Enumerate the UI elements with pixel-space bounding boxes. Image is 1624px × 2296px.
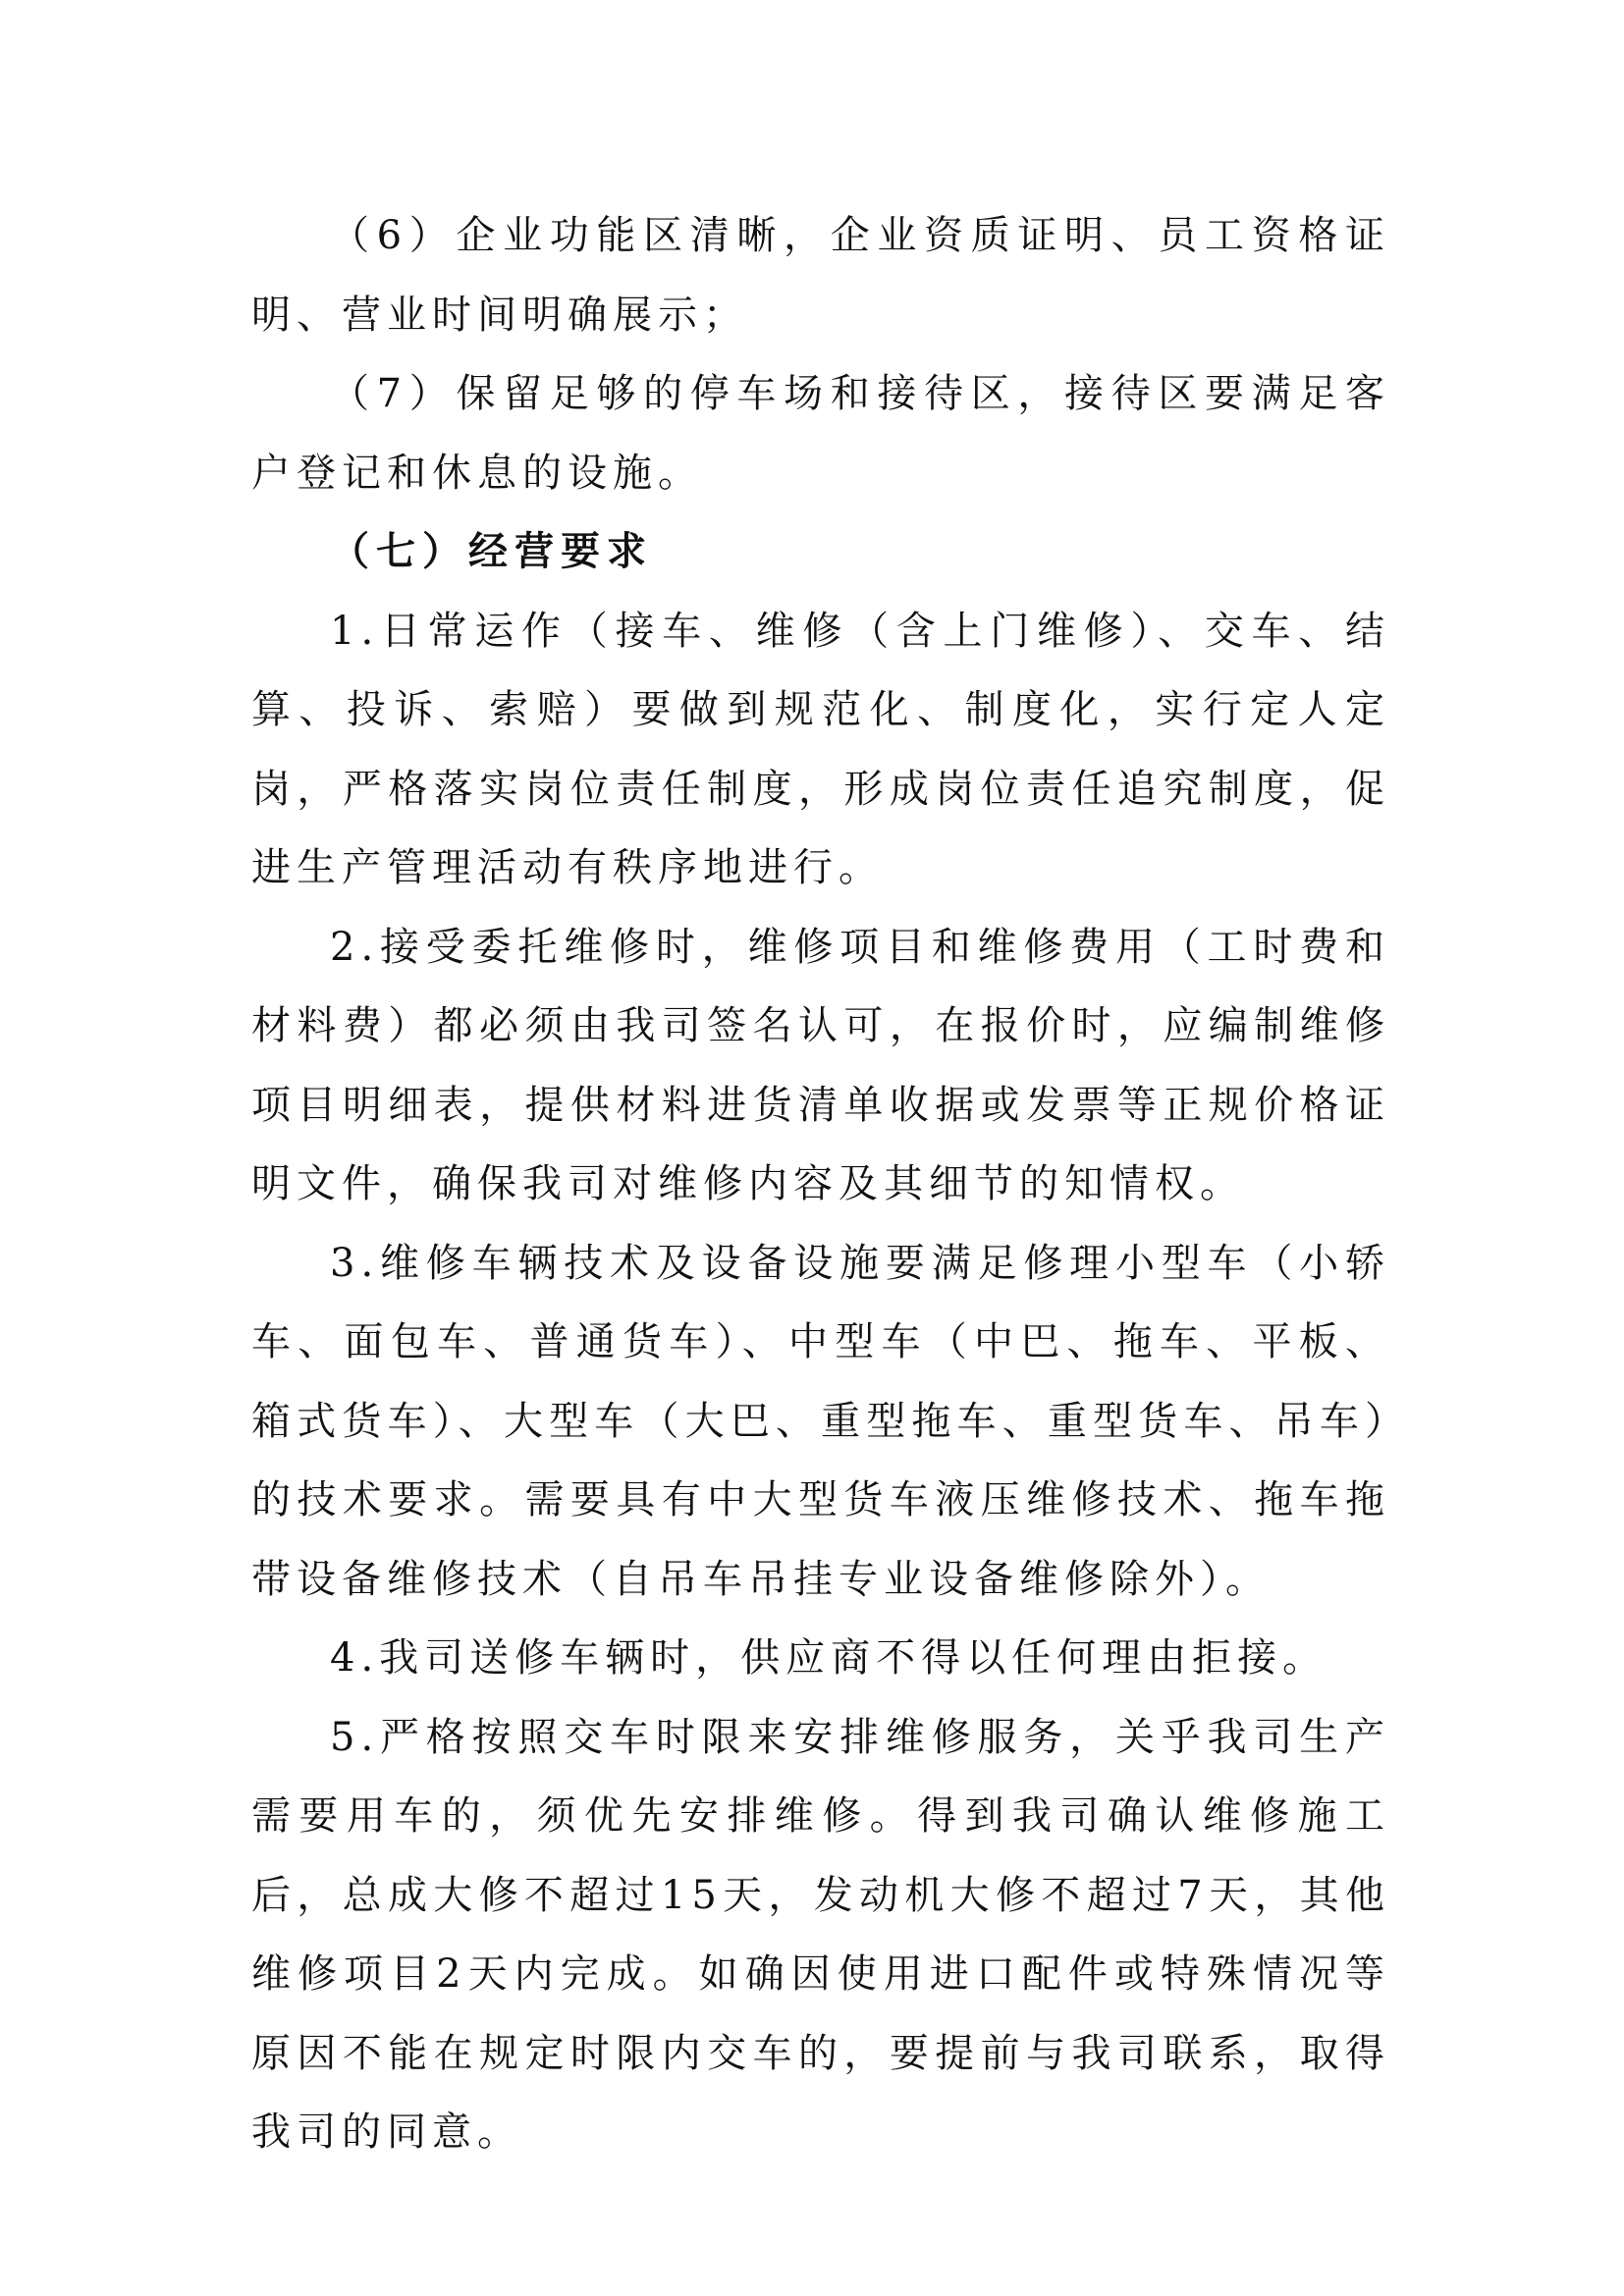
section-heading: （七）经营要求 [330,529,653,574]
requirement-1: 1.日常运作（接车、维修（含上门维修）、交车、结算、投诉、索赔）要做到规范化、制度化，实行定人定岗，严格落实岗位责任制度，形成岗位责任追究制度，促进生产管理活动有秩序地进行。 [251,608,1390,890]
requirement-3: 3.维修车辆技术及设备设施要满足修理小型车（小轿车、面包车、普通货车）、中型车（中巴、拖车、平板、箱式货车）、大型车（大巴、重型拖车、重型货车、吊车）的技术要求。需要具有中大型货车液压维修技术、拖车拖带设备维修技术（自吊车吊挂专业设备维修除外）。 [251,1240,1390,1602]
requirement-5: 5.严格按照交车时限来安排维修服务，关乎我司生产需要用车的，须优先安排维修。得到我司确认维修施工后，总成大修不超过15天，发动机大修不超过7天，其他维修项目2天内完成。如确因使用进口配件或特殊情况等原因不能在规定时限内交车的，要提前与我司联系，取得我司的同意。 [251,1714,1390,2155]
document-body [251,196,1390,2172]
requirement-2: 2.接受委托维修时，维修项目和维修费用（工时费和材料费）都必须由我司签名认可，在报价时，应编制维修项目明细表，提供材料进货清单收据或发票等正规价格证明文件，确保我司对维修内容及其细节的知情权。 [251,924,1390,1206]
paragraph-item-6: （6）企业功能区清晰，企业资质证明、员工资格证明、营业时间明确展示； [251,213,1390,338]
paragraph-item-7: （7）保留足够的停车场和接待区，接待区要满足客户登记和休息的设施。 [251,371,1390,496]
requirement-4: 4.我司送修车辆时，供应商不得以任何理由拒接。 [330,1635,1328,1681]
